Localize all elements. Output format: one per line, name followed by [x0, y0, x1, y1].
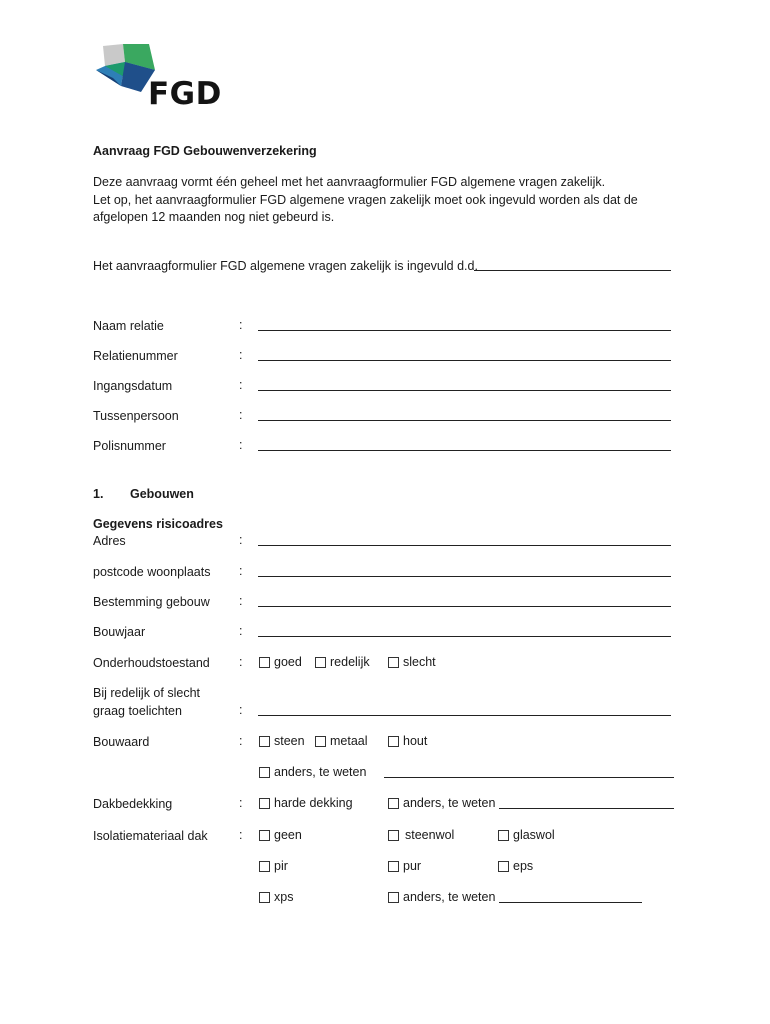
checkbox-pir[interactable]: pir	[259, 859, 288, 873]
checkbox-geen[interactable]: geen	[259, 828, 302, 842]
colon: :	[239, 564, 243, 578]
intro-line-2: Let op, het aanvraagformulier FGD algemene vragen zakelijk moet ook ingevuld worden als dat de	[93, 193, 638, 207]
label-bouwaard: Bouwaard	[93, 735, 150, 749]
colon: :	[239, 533, 243, 547]
label-toelichting-1: Bij redelijk of slecht	[93, 686, 200, 700]
document-title: Aanvraag FGD Gebouwenverzekering	[93, 144, 317, 158]
colon: :	[239, 318, 243, 332]
checkbox-slecht[interactable]: slecht	[388, 655, 436, 669]
label-dakbedekking: Dakbedekking	[93, 797, 173, 811]
label-toelichting-2: graag toelichten	[93, 704, 182, 718]
label-postcode-woonplaats: postcode woonplaats	[93, 565, 211, 579]
checkbox-icon	[388, 736, 399, 747]
checkbox-icon	[259, 767, 270, 778]
section-title: Gebouwen	[130, 487, 194, 501]
colon: :	[239, 828, 243, 842]
filled-date-label: Het aanvraagformulier FGD algemene vragen zakelijk is ingevuld d.d.	[93, 259, 478, 273]
colon: :	[239, 703, 243, 717]
colon: :	[239, 734, 243, 748]
checkbox-steenwol[interactable]: steenwol	[388, 828, 454, 842]
postcode-woonplaats-field[interactable]	[258, 576, 671, 577]
checkbox-icon	[259, 830, 270, 841]
checkbox-xps[interactable]: xps	[259, 890, 293, 904]
label-tussenpersoon: Tussenpersoon	[93, 409, 179, 423]
filled-date-field[interactable]	[474, 270, 671, 271]
label-relatienummer: Relatienummer	[93, 349, 178, 363]
colon: :	[239, 655, 243, 669]
ingangsdatum-field[interactable]	[258, 390, 671, 391]
colon: :	[239, 348, 243, 362]
checkbox-icon	[498, 830, 509, 841]
checkbox-redelijk[interactable]: redelijk	[315, 655, 370, 669]
label-bestemming-gebouw: Bestemming gebouw	[93, 595, 210, 609]
label-adres: Adres	[93, 534, 126, 548]
naam-relatie-field[interactable]	[258, 330, 671, 331]
checkbox-goed[interactable]: goed	[259, 655, 302, 669]
polisnummer-field[interactable]	[258, 450, 671, 451]
label-onderhoudstoestand: Onderhoudstoestand	[93, 656, 210, 670]
intro-line-1: Deze aanvraag vormt één geheel met het aanvraagformulier FGD algemene vragen zakelijk.	[93, 175, 606, 189]
intro-line-3: afgelopen 12 maanden nog niet gebeurd is.	[93, 210, 335, 224]
checkbox-steen[interactable]: steen	[259, 734, 305, 748]
colon: :	[239, 594, 243, 608]
checkbox-eps[interactable]: eps	[498, 859, 533, 873]
relatienummer-field[interactable]	[258, 360, 671, 361]
section-number: 1.	[93, 487, 104, 501]
section-subtitle: Gegevens risicoadres	[93, 517, 223, 531]
dakbedekking-anders-field[interactable]	[499, 808, 674, 809]
isolatie-anders-field[interactable]	[499, 902, 642, 903]
colon: :	[239, 796, 243, 810]
checkbox-icon	[388, 861, 399, 872]
checkbox-icon	[388, 830, 399, 841]
checkbox-hout[interactable]: hout	[388, 734, 427, 748]
colon: :	[239, 438, 243, 452]
bestemming-gebouw-field[interactable]	[258, 606, 671, 607]
label-naam-relatie: Naam relatie	[93, 319, 164, 333]
checkbox-icon	[259, 892, 270, 903]
checkbox-pur[interactable]: pur	[388, 859, 421, 873]
colon: :	[239, 408, 243, 422]
checkbox-glaswol[interactable]: glaswol	[498, 828, 555, 842]
adres-field[interactable]	[258, 545, 671, 546]
checkbox-icon	[259, 736, 270, 747]
label-bouwjaar: Bouwjaar	[93, 625, 146, 639]
tussenpersoon-field[interactable]	[258, 420, 671, 421]
checkbox-icon	[259, 657, 270, 668]
label-polisnummer: Polisnummer	[93, 439, 166, 453]
checkbox-icon	[388, 798, 399, 809]
checkbox-icon	[259, 861, 270, 872]
checkbox-isolatie-anders[interactable]: anders, te weten	[388, 890, 495, 904]
checkbox-icon	[388, 657, 399, 668]
label-isolatiemateriaal-dak: Isolatiemateriaal dak	[93, 829, 208, 843]
fgd-logo-text: FGD	[148, 76, 222, 112]
toelichting-field[interactable]	[258, 715, 671, 716]
checkbox-bouwaard-anders[interactable]: anders, te weten	[259, 765, 366, 779]
checkbox-icon	[315, 657, 326, 668]
colon: :	[239, 378, 243, 392]
bouwaard-anders-field[interactable]	[384, 777, 674, 778]
checkbox-dakbedekking-anders[interactable]: anders, te weten	[388, 796, 495, 810]
colon: :	[239, 624, 243, 638]
bouwjaar-field[interactable]	[258, 636, 671, 637]
checkbox-icon	[498, 861, 509, 872]
checkbox-metaal[interactable]: metaal	[315, 734, 368, 748]
label-ingangsdatum: Ingangsdatum	[93, 379, 173, 393]
checkbox-icon	[388, 892, 399, 903]
checkbox-icon	[259, 798, 270, 809]
checkbox-icon	[315, 736, 326, 747]
checkbox-harde-dekking[interactable]: harde dekking	[259, 796, 353, 810]
